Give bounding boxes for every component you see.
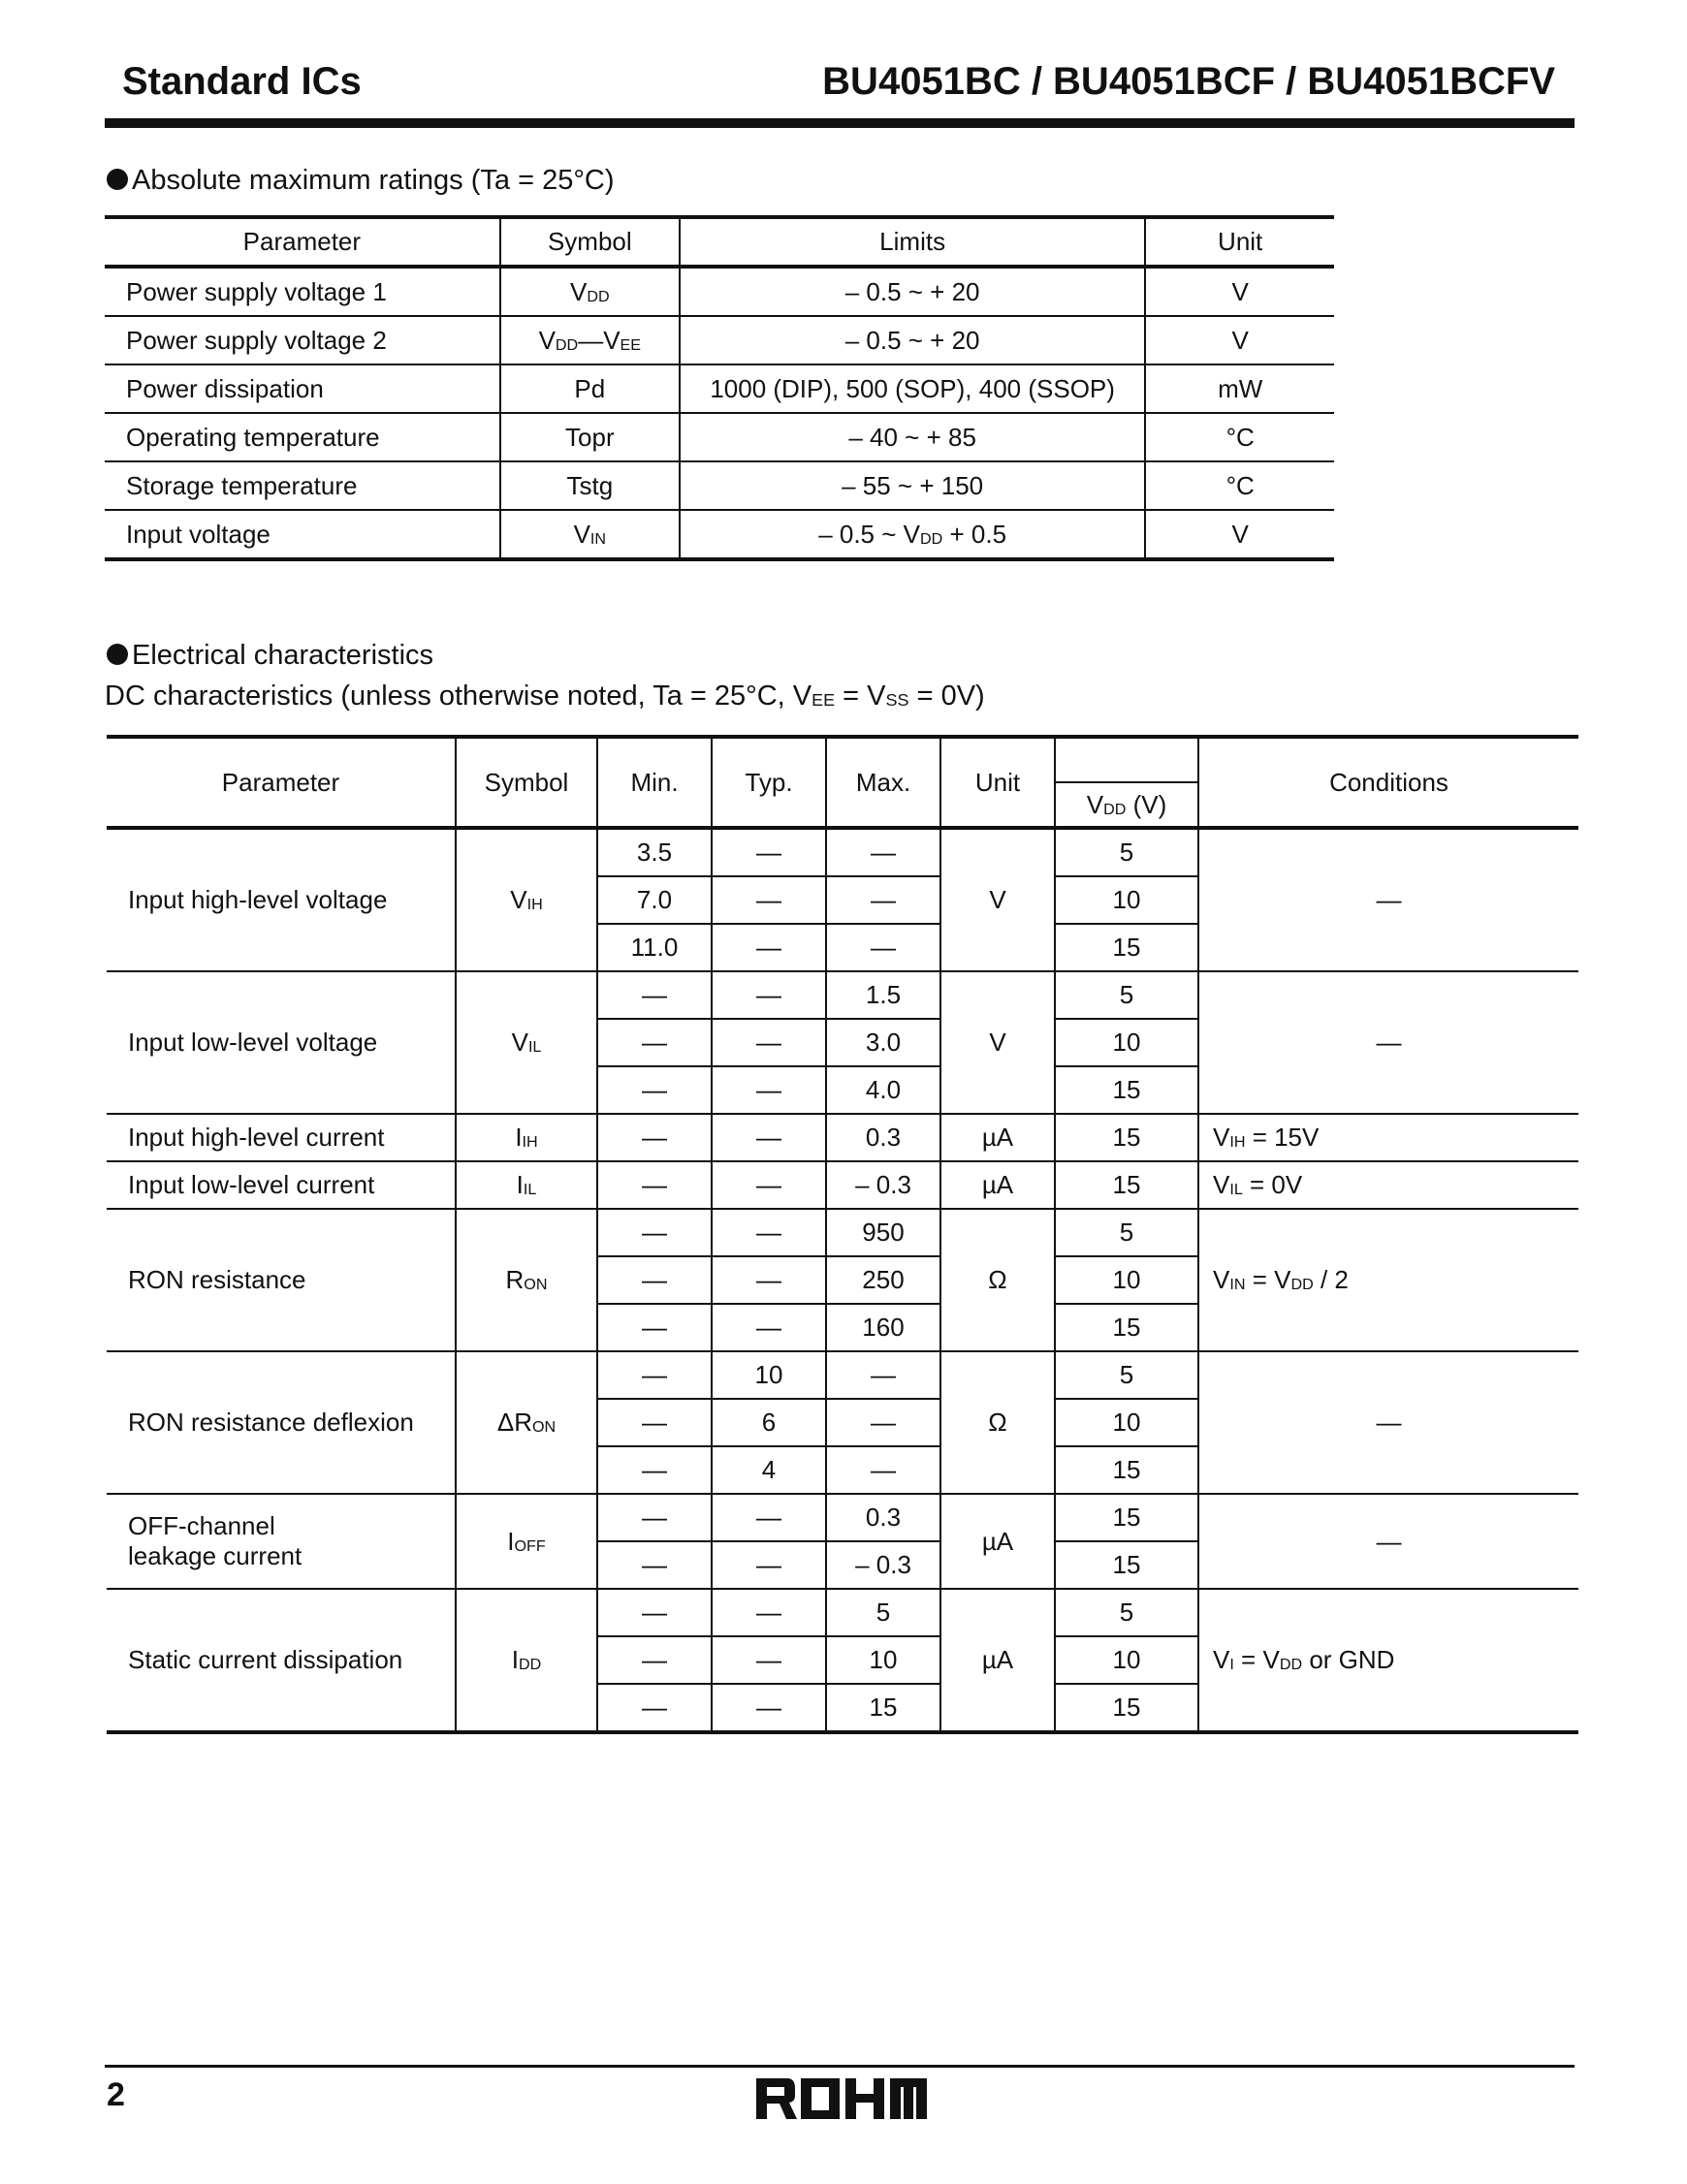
min-cell: — xyxy=(597,1019,712,1066)
max-cell: — xyxy=(826,924,940,971)
table-header-row xyxy=(107,737,1578,782)
typ-cell: — xyxy=(712,876,826,924)
table-row xyxy=(107,1209,1578,1256)
limits-cell: – 0.5 ~ + 20 xyxy=(680,267,1145,316)
vdd-cell: 15 xyxy=(1055,1446,1198,1494)
vdd-cell: 10 xyxy=(1055,1399,1198,1446)
table-row xyxy=(105,364,1334,413)
limits-cell: – 0.5 ~ $V_{DD} + 0.5$ xyxy=(680,510,1145,559)
col-header: Min. xyxy=(597,737,712,828)
col-header-vdd: $V_{DD}$ (V) xyxy=(1055,782,1198,828)
min-cell: — xyxy=(597,1066,712,1114)
param-cell: Storage temperature xyxy=(105,461,500,510)
vdd-cell: 5 xyxy=(1055,1209,1198,1256)
unit-cell: Ω xyxy=(940,1209,1055,1351)
min-cell: — xyxy=(597,1541,712,1589)
table-row xyxy=(107,1351,1578,1399)
max-cell: 10 xyxy=(826,1636,940,1684)
rohm-logo xyxy=(756,2074,927,2123)
dc-characteristics-table xyxy=(107,735,1578,1734)
dc-subheading: DC characteristics (unless otherwise noted, Ta = 25°C, $V_{EE} = V_{SS} = 0V$) xyxy=(105,681,985,712)
bullet-icon xyxy=(107,644,128,665)
typ-cell: — xyxy=(712,828,826,876)
limits-cell: – 40 ~ + 85 xyxy=(680,413,1145,461)
max-cell: — xyxy=(826,1351,940,1399)
absolute-max-ratings-table xyxy=(105,215,1334,561)
bullet-icon xyxy=(107,169,128,190)
unit-cell: °C xyxy=(1145,413,1334,461)
min-cell: — xyxy=(597,1256,712,1304)
vdd-cell: 15 xyxy=(1055,924,1198,971)
symbol-cell: Topr xyxy=(500,413,680,461)
min-cell: — xyxy=(597,1494,712,1541)
unit-cell: µA xyxy=(940,1161,1055,1209)
col-header: Typ. xyxy=(712,737,826,828)
max-cell: — xyxy=(826,1399,940,1446)
max-cell: – 0.3 xyxy=(826,1541,940,1589)
table-row xyxy=(107,828,1578,876)
table-row xyxy=(105,267,1334,316)
col-header: Limits xyxy=(680,217,1145,267)
footer-divider xyxy=(105,2065,1575,2068)
min-cell: — xyxy=(597,1399,712,1446)
min-cell: — xyxy=(597,1446,712,1494)
max-cell: 15 xyxy=(826,1684,940,1732)
param-cell: Input high-level current xyxy=(107,1114,456,1161)
col-header: Parameter xyxy=(105,217,500,267)
typ-cell: — xyxy=(712,1494,826,1541)
conditions-cell: $V_{IL} = 0V$ xyxy=(1198,1161,1578,1209)
vdd-cell: 10 xyxy=(1055,1636,1198,1684)
col-header: Conditions xyxy=(1198,737,1578,828)
vdd-cell: 15 xyxy=(1055,1541,1198,1589)
limits-cell: 1000 (DIP), 500 (SOP), 400 (SSOP) xyxy=(680,364,1145,413)
electrical-heading: Electrical characteristics xyxy=(107,640,433,672)
max-cell: 0.3 xyxy=(826,1114,940,1161)
param-cell: Input low-level current xyxy=(107,1161,456,1209)
table-row xyxy=(105,510,1334,559)
symbol-cell: $R_{ON}$ xyxy=(456,1209,597,1351)
unit-cell: V xyxy=(1145,510,1334,559)
abs-max-heading: Absolute maximum ratings (Ta = 25°C) xyxy=(107,165,615,197)
typ-cell: — xyxy=(712,1114,826,1161)
conditions-cell: $V_{IH} = 15V$ xyxy=(1198,1114,1578,1161)
typ-cell: — xyxy=(712,1161,826,1209)
table-row xyxy=(105,461,1334,510)
typ-cell: 6 xyxy=(712,1399,826,1446)
table-row xyxy=(107,1114,1578,1161)
typ-cell: — xyxy=(712,1636,826,1684)
table-row xyxy=(107,1494,1578,1541)
vdd-cell: 15 xyxy=(1055,1684,1198,1732)
vdd-cell: 10 xyxy=(1055,876,1198,924)
vdd-cell: 15 xyxy=(1055,1161,1198,1209)
symbol-cell: $V_{IH}$ xyxy=(456,828,597,971)
typ-cell: 4 xyxy=(712,1446,826,1494)
limits-cell: – 0.5 ~ + 20 xyxy=(680,316,1145,364)
unit-cell: µA xyxy=(940,1589,1055,1732)
max-cell: — xyxy=(826,828,940,876)
typ-cell: 10 xyxy=(712,1351,826,1399)
max-cell: 1.5 xyxy=(826,971,940,1019)
col-header: Unit xyxy=(1145,217,1334,267)
vdd-cell: 10 xyxy=(1055,1019,1198,1066)
unit-cell: µA xyxy=(940,1114,1055,1161)
vdd-cell: 5 xyxy=(1055,1589,1198,1636)
conditions-cell: $V_{IN} = V_{DD} / 2$ xyxy=(1198,1209,1578,1351)
vdd-cell: 5 xyxy=(1055,971,1198,1019)
min-cell: — xyxy=(597,1351,712,1399)
vdd-cell: 15 xyxy=(1055,1066,1198,1114)
min-cell: 11.0 xyxy=(597,924,712,971)
unit-cell: °C xyxy=(1145,461,1334,510)
typ-cell: — xyxy=(712,1541,826,1589)
vdd-cell: 15 xyxy=(1055,1114,1198,1161)
typ-cell: — xyxy=(712,1256,826,1304)
param-cell: Input voltage xyxy=(105,510,500,559)
unit-cell: V xyxy=(1145,267,1334,316)
header-title: Standard ICs xyxy=(122,60,362,103)
conditions-cell: $V_I = V_{DD}$ or GND xyxy=(1198,1589,1578,1732)
symbol-cell: $V_{DD}—V_{EE}$ xyxy=(500,316,680,364)
param-cell: Power dissipation xyxy=(105,364,500,413)
unit-cell: Ω xyxy=(940,1351,1055,1494)
min-cell: — xyxy=(597,1304,712,1351)
param-cell: Static current dissipation xyxy=(107,1589,456,1732)
max-cell: 5 xyxy=(826,1589,940,1636)
param-cell: Operating temperature xyxy=(105,413,500,461)
min-cell: — xyxy=(597,1161,712,1209)
symbol-cell: $I_{IL}$ xyxy=(456,1161,597,1209)
conditions-cell: — xyxy=(1198,1494,1578,1589)
vdd-cell: 15 xyxy=(1055,1304,1198,1351)
table-row xyxy=(107,1589,1578,1636)
col-header: Max. xyxy=(826,737,940,828)
typ-cell: — xyxy=(712,924,826,971)
param-cell: RON resistance xyxy=(107,1209,456,1351)
max-cell: — xyxy=(826,876,940,924)
param-cell: RON resistance deflexion xyxy=(107,1351,456,1494)
typ-cell: — xyxy=(712,1209,826,1256)
min-cell: 7.0 xyxy=(597,876,712,924)
unit-cell: V xyxy=(940,828,1055,971)
symbol-cell: $V_{IL}$ xyxy=(456,971,597,1114)
typ-cell: — xyxy=(712,971,826,1019)
unit-cell: mW xyxy=(1145,364,1334,413)
table-row xyxy=(107,971,1578,1019)
vdd-cell: 5 xyxy=(1055,1351,1198,1399)
table-row xyxy=(107,1161,1578,1209)
col-header: Parameter xyxy=(107,737,456,828)
vdd-cell: 15 xyxy=(1055,1494,1198,1541)
min-cell: — xyxy=(597,1589,712,1636)
min-cell: — xyxy=(597,1684,712,1732)
vdd-cell: 5 xyxy=(1055,828,1198,876)
param-cell: Input high-level voltage xyxy=(107,828,456,971)
max-cell: – 0.3 xyxy=(826,1161,940,1209)
min-cell: — xyxy=(597,1209,712,1256)
symbol-cell: $\Delta R_{ON}$ xyxy=(456,1351,597,1494)
param-cell: OFF-channel leakage current xyxy=(107,1494,456,1589)
conditions-cell: — xyxy=(1198,1351,1578,1494)
max-cell: 250 xyxy=(826,1256,940,1304)
col-header-blank xyxy=(1055,737,1198,782)
max-cell: 4.0 xyxy=(826,1066,940,1114)
symbol-cell: $V_{IN}$ xyxy=(500,510,680,559)
max-cell: 3.0 xyxy=(826,1019,940,1066)
max-cell: 950 xyxy=(826,1209,940,1256)
symbol-cell: $I_{DD}$ xyxy=(456,1589,597,1732)
min-cell: — xyxy=(597,1114,712,1161)
table-header-row xyxy=(105,217,1334,267)
symbol-cell: Pd xyxy=(500,364,680,413)
symbol-cell: $I_{IH}$ xyxy=(456,1114,597,1161)
limits-cell: – 55 ~ + 150 xyxy=(680,461,1145,510)
conditions-cell: — xyxy=(1198,971,1578,1114)
typ-cell: — xyxy=(712,1304,826,1351)
page-number: 2 xyxy=(107,2076,125,2113)
max-cell: 0.3 xyxy=(826,1494,940,1541)
col-header: Symbol xyxy=(456,737,597,828)
typ-cell: — xyxy=(712,1684,826,1732)
min-cell: 3.5 xyxy=(597,828,712,876)
symbol-cell: $I_{OFF}$ xyxy=(456,1494,597,1589)
max-cell: — xyxy=(826,1446,940,1494)
param-cell: Power supply voltage 1 xyxy=(105,267,500,316)
table-row xyxy=(105,413,1334,461)
unit-cell: µA xyxy=(940,1494,1055,1589)
min-cell: — xyxy=(597,1636,712,1684)
typ-cell: — xyxy=(712,1589,826,1636)
unit-cell: V xyxy=(940,971,1055,1114)
header-divider xyxy=(105,118,1575,128)
col-header: Symbol xyxy=(500,217,680,267)
col-header: Unit xyxy=(940,737,1055,828)
vdd-cell: 10 xyxy=(1055,1256,1198,1304)
symbol-cell: $V_{DD}$ xyxy=(500,267,680,316)
min-cell: — xyxy=(597,971,712,1019)
typ-cell: — xyxy=(712,1066,826,1114)
typ-cell: — xyxy=(712,1019,826,1066)
max-cell: 160 xyxy=(826,1304,940,1351)
param-cell: Input low-level voltage xyxy=(107,971,456,1114)
symbol-cell: Tstg xyxy=(500,461,680,510)
part-numbers: BU4051BC / BU4051BCF / BU4051BCFV xyxy=(822,60,1555,103)
table-row xyxy=(105,316,1334,364)
param-cell: Power supply voltage 2 xyxy=(105,316,500,364)
conditions-cell: — xyxy=(1198,828,1578,971)
unit-cell: V xyxy=(1145,316,1334,364)
